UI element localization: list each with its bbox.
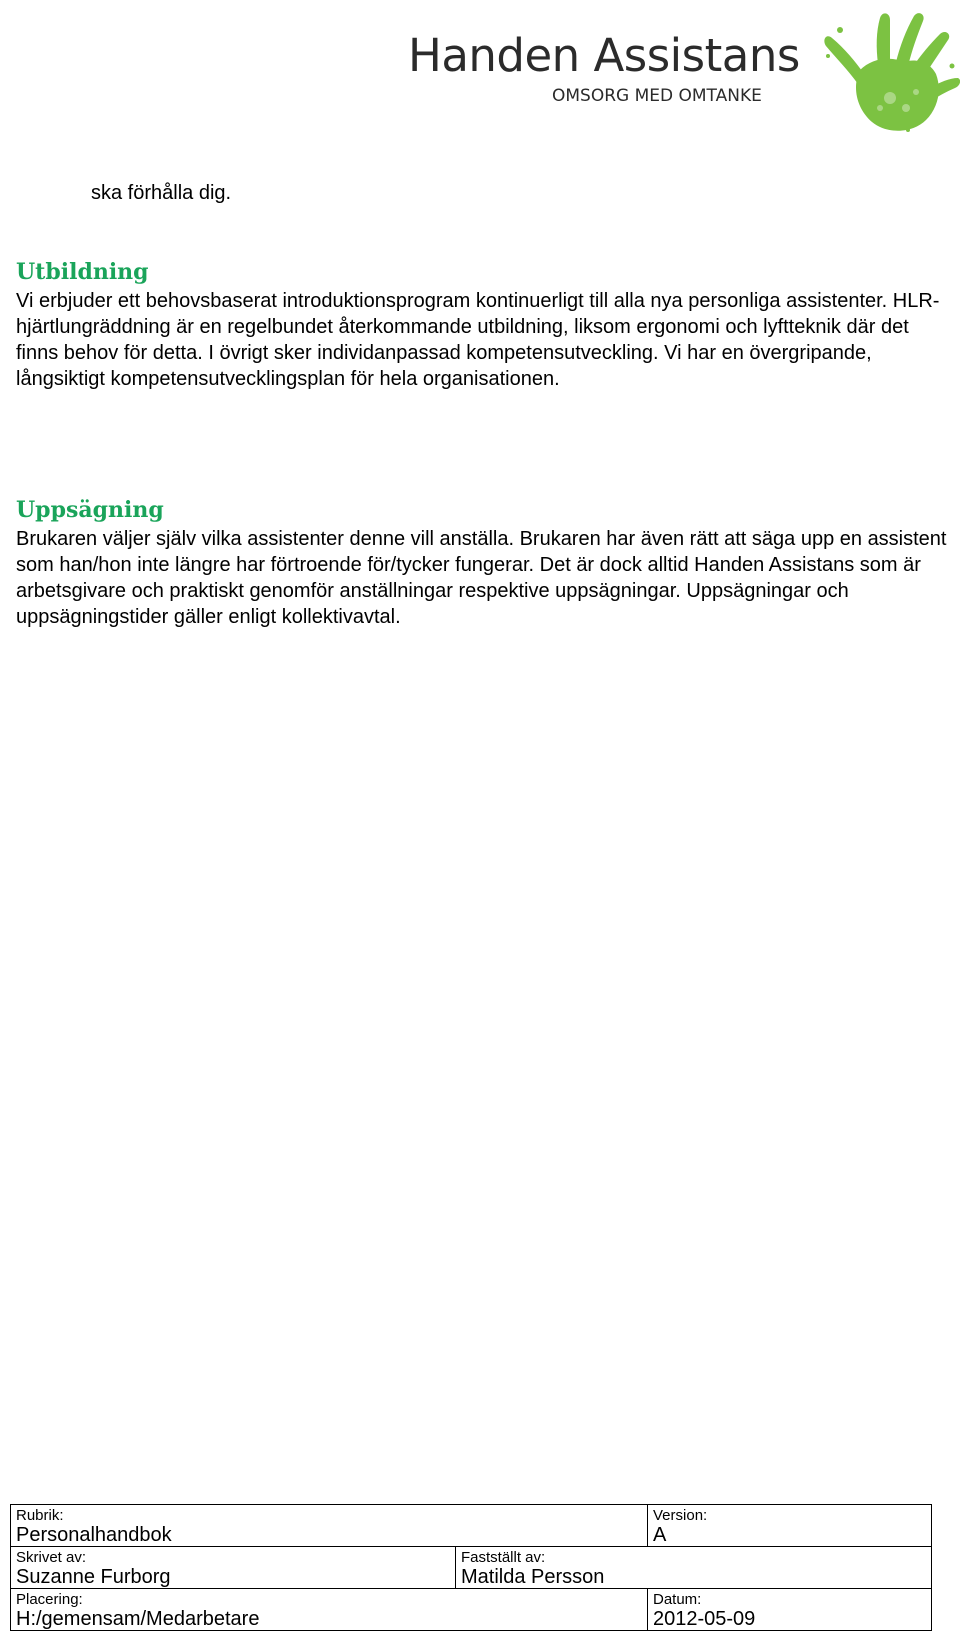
placering-label: Placering: [16,1591,83,1608]
section-utbildning [16,256,960,392]
section-heading: Utbildning [16,259,149,285]
rubrik-label: Rubrik: [16,1507,64,1524]
footer-row [11,1547,932,1589]
footer-row [11,1589,932,1631]
rubrik-value: Personalhandbok [16,1524,172,1546]
section-body: Vi erbjuder ett behovsbaserat introduktionsprogram kontinuerligt till alla nya personliga assistenter. HLR-hjärtlungräddning är en regelbundet återkommande utbildning, liksom ergonomi och lyftteknik där det finns behov för detta. I övrigt sker individanpassad kompetensutveckling. Vi har en övergripande, långsiktigt kompetensutvecklingsplan för hela organisationen. [16,290,940,390]
document-footer-table [10,1504,932,1631]
continuation-text: ska förhålla dig. [91,182,232,204]
logo-tagline: OMSORG MED OMTANKE [552,86,762,106]
section-heading: Uppsägning [16,497,164,523]
footer-cell-rubrik [11,1505,648,1547]
footer-cell-placering [11,1589,648,1631]
skrivet-value: Suzanne Furborg [16,1566,171,1588]
version-value: A [653,1524,667,1546]
placering-value: H:/gemensam/Medarbetare [16,1608,260,1630]
datum-label: Datum: [653,1591,702,1608]
footer-cell-version [648,1505,932,1547]
footer-cell-faststallt [456,1547,932,1589]
footer-cell-skrivet [11,1547,456,1589]
company-logo [408,8,960,138]
version-label: Version: [653,1507,708,1524]
section-body: Brukaren väljer själv vilka assistenter denne vill anställa. Brukaren har även rätt att säga upp en assistent som han/hon inte längre har förtroende för/tycker fungerar. Det är dock alltid Handen Assistans som är arbetsgivare och praktiskt genomför anställningar respektive uppsägningar. Uppsägningar och uppsägningstider gäller enligt kollektivavtal. [16,528,947,628]
faststallt-value: Matilda Persson [461,1566,605,1588]
footer-row [11,1505,932,1547]
footer-cell-datum [648,1589,932,1631]
faststallt-label: Fastställt av: [461,1549,546,1566]
datum-value: 2012-05-09 [653,1608,756,1630]
section-uppsagning [16,494,960,630]
logo-name: Handen Assistans [408,29,800,82]
skrivet-label: Skrivet av: [16,1549,87,1566]
green-handprint-icon [820,8,960,138]
